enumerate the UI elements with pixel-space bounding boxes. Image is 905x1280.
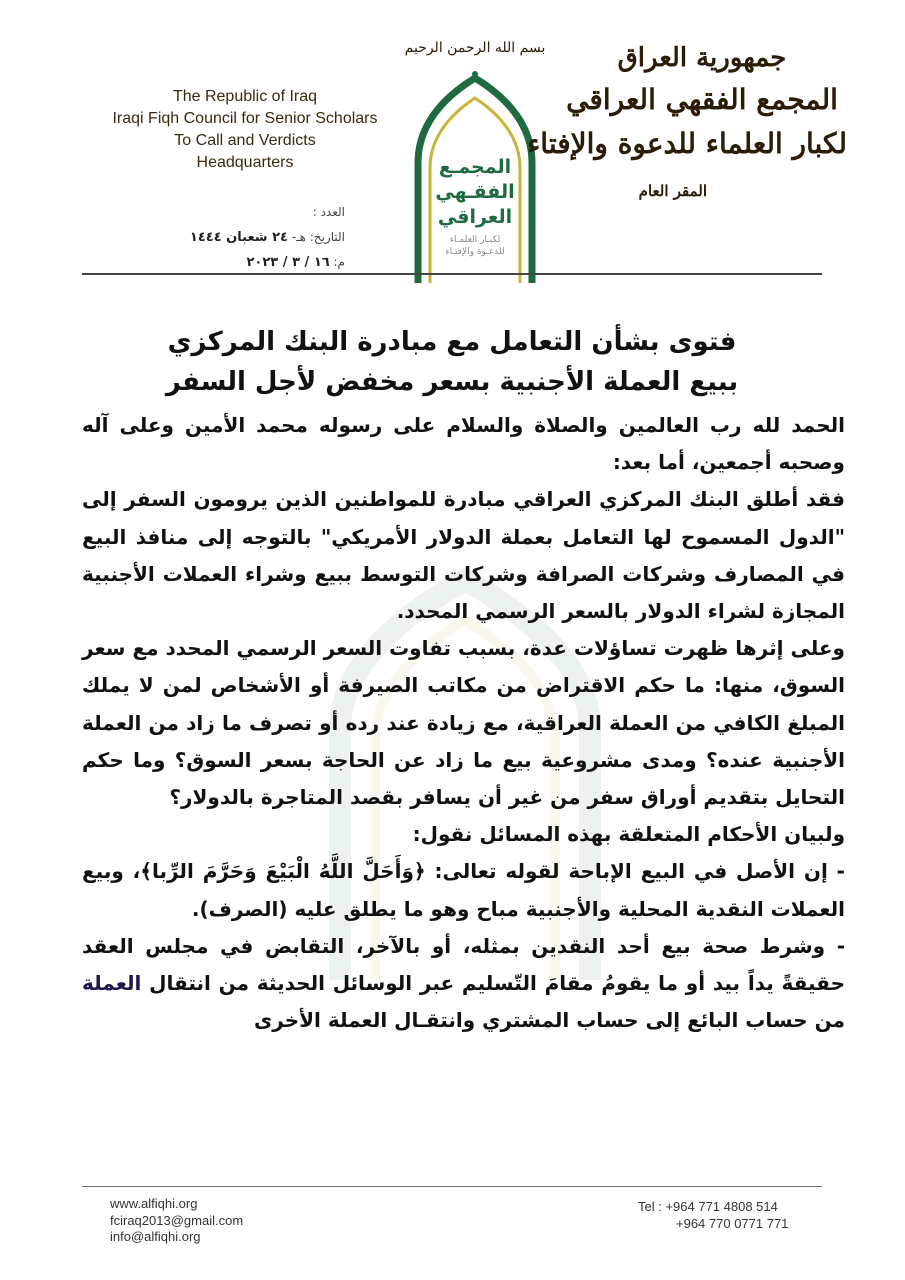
- paragraph-ruling-2: [82, 928, 845, 1040]
- ar-headquarters: المقر العام: [638, 182, 707, 200]
- ruling-2-start: - وشرط صحة بيع أحد النقدين بمثله، أو بالآخر، التقابض في مجلس العقد حقيقةً يداً بيد أو ما يقومُ مقامَ التّسليم عبر الوسائل الحديثة من انتقال: [82, 933, 845, 996]
- en-line-1: The Republic of Iraq: [172, 88, 318, 105]
- footer-phones: [638, 1198, 788, 1232]
- paragraph-opening: الحمد لله رب العالمين والصلاة والسلام على رسوله محمد الأمين وعلى آله وصحبه أجمعين، أما بعد:: [82, 413, 845, 475]
- ref-date-label: التاريخ: هـ-: [291, 230, 345, 244]
- ref-hijri-row: [170, 225, 345, 250]
- ar-council-subtitle: لكبار العلماء للدعوة والإفتاء: [527, 127, 847, 160]
- paragraph-ruling-1: - إن الأصل في البيع الإباحة لقوله تعالى: ﴿وَأَحَلَّ اللَّهُ الْبَيْعَ وَحَرَّمَ الرِّبا﴾، وبيع العملات النقدية المحلية والأجنبية مباح وهو ما يطلق عليه (الصرف).: [82, 859, 845, 921]
- footer-email-2[interactable]: info@alfiqhi.org: [110, 1229, 201, 1244]
- footer-website[interactable]: www.alfiqhi.org: [110, 1196, 198, 1211]
- ar-council-name: المجمع الفقهي العراقي: [566, 83, 838, 116]
- paragraph-initiative: فقد أطلق البنك المركزي العراقي مبادرة للمواطنين الذين يرومون السفر إلى "الدول المسموح لها التعامل بعملة الدولار الأمريكي" بالتوجه إلى منافذ البيع في المصارف وشركات الصرافة وشركات التوسط ببيع وشراء العملات الأجنبية المجازة لشراء الدولار بالسعر الرسمي المحدد.: [82, 487, 845, 624]
- fatwa-body: [82, 407, 845, 1039]
- ref-date-hijri: ٢٤ شعبان ١٤٤٤: [189, 230, 288, 245]
- basmala: بسم الله الرحمن الرحيم: [404, 40, 546, 56]
- logo-council-name: المجمـع الفقـهي العراقي: [435, 156, 515, 228]
- ref-greg-row: [170, 250, 345, 275]
- title-line-2: ببيع العملة الأجنبية بسعر مخفض لأجل السفر: [165, 367, 739, 397]
- paragraph-rulings-intro: ولبيان الأحكام المتعلقة بهذه المسائل نقول:: [412, 822, 845, 847]
- fatwa-title: [82, 322, 822, 402]
- ar-republic: جمهورية العراق: [617, 43, 787, 73]
- footer-email-1[interactable]: fciraq2013@gmail.com: [110, 1212, 244, 1228]
- ruling-2-end: من حساب البائع إلى حساب المشتري وانتقـال العملة الأخرى: [253, 1008, 845, 1033]
- footer-phone-1: Tel : +964 771 4808 514: [638, 1199, 778, 1214]
- ref-number-label: العدد :: [312, 205, 345, 219]
- reference-block: [170, 200, 345, 275]
- en-line-3: To Call and Verdicts: [174, 132, 316, 149]
- en-line-2: Iraqi Fiqh Council for Senior Scholars: [112, 110, 378, 127]
- ruling-2-highlight: العملة: [82, 971, 142, 996]
- title-line-1: فتوى بشأن التعامل مع مبادرة البنك المركزي: [167, 327, 737, 357]
- header-divider: [82, 273, 822, 275]
- ref-number-row: [170, 200, 345, 225]
- ref-date-greg: ١٦ / ٣ / ٢٠٢٣: [246, 255, 330, 270]
- paragraph-questions: وعلى إثرها ظهرت تساؤلات عدة، بسبب تفاوت السعر الرسمي المحدد مع سعر السوق، منها: ما حكم الاقتراض من مكاتب الصيرفة أو الأشخاص لمن لا يملك المبلغ الكافي من العملة العراقية، مع زيادة عند رده أو تصرف ما زاد من العملة الأجنبية عنده؟ ومدى مشروعية بيع ما زاد عن الحاجة بسعر السوق؟ وما حكم التحايل بتقديم أوراق سفر من غير أن يسافر بقصد المتاجرة بالدولار؟: [82, 636, 845, 810]
- footer-contacts: [110, 1196, 243, 1246]
- logo-subtitle: لكبـار العلمـاء للدعـوة والإفتـاء: [445, 235, 505, 257]
- footer-divider: [82, 1186, 822, 1187]
- ref-greg-label: م:: [333, 255, 345, 269]
- arabic-letterhead: [527, 38, 847, 200]
- footer-phone-2: +964 770 0771 771: [676, 1216, 789, 1231]
- english-letterhead: [95, 86, 395, 174]
- en-line-4: Headquarters: [196, 154, 294, 171]
